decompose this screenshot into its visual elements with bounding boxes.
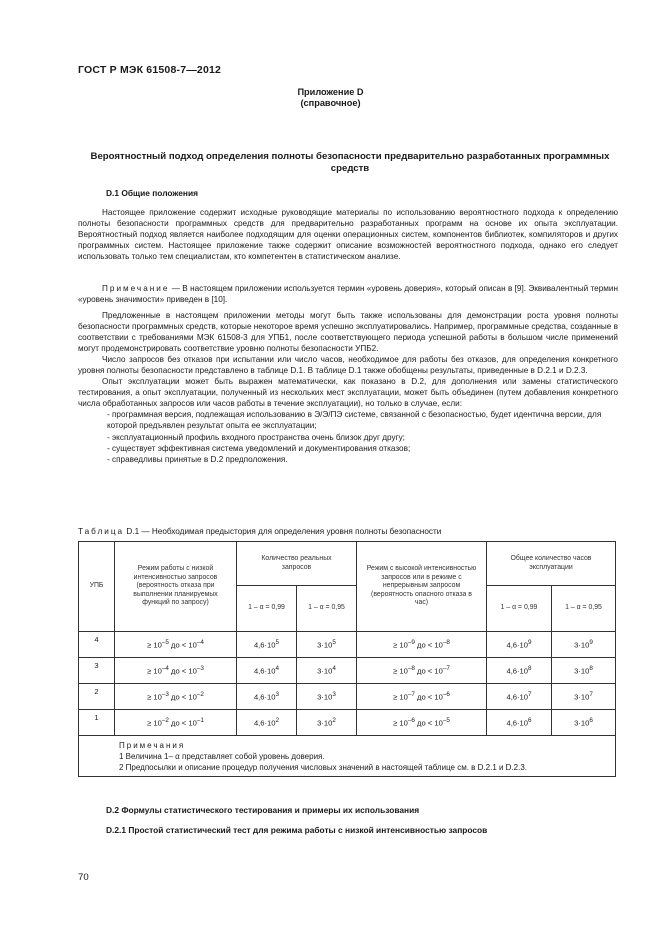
table-row [79, 684, 616, 710]
section-d2-heading: D.2 Формулы статистического тестирования и примеры их использования [106, 805, 420, 815]
cell-demands-95: $3\cdot 10^2$ [297, 710, 357, 736]
paragraph-growth: Предложенные в настоящем приложении методы могут быть также использованы для демонстрации роста уровня полноты безопасности программных средств, которые некоторое время успешно эксплуатировались. Например, программные средства, созданные в соответствии с требованиями МЭК 61508-3 для УПБ1, после соответствующего периода успешной работы в большом числе применений могут продемонстрировать соответствие уровню полноты безопасности УПБ2. [78, 311, 618, 354]
cell-upb: 4 [79, 632, 115, 658]
cell-demands-95: $3\cdot 10^5$ [297, 632, 357, 658]
cell-hours-99: $4,6\cdot 10^9$ [487, 632, 552, 658]
document-title: Вероятностный подход определения полноты безопасности предварительно разработанных программных средств [90, 151, 610, 174]
cell-hours-99: $4,6\cdot 10^8$ [487, 658, 552, 684]
paragraph-experience: Опыт эксплуатации может быть выражен математически, как показано в D.2, для дополнения или замены статистического тестирования, а опыт эксплуатации, полученный из нескольких мест эксплуатации, может быть объединен (путем добавления конкретного числа обработанных запросов или часов работы в течение эксплуатации), но только в случае, если: [78, 377, 618, 409]
body-text-2 [78, 310, 618, 465]
note-label: Примечание [102, 284, 170, 293]
cell-low-range: ≥ $10^{-2}$ до < $10^{-1}$ [115, 710, 237, 736]
paragraph-demands: Число запросов без отказов при испытании или число часов, необходимое для работы без отказов, для определения конкретного уровня полноты безопасности представлено в таблице D.1. В таблице D.1 также обобщены результаты, приведенные в D.2.1 и D.2.3. [78, 355, 618, 376]
table-caption-text: D.1 — Необходимая предыстория для определения уровня полноты безопасности [124, 527, 442, 536]
note-text: — В настоящем приложении используется термин «уровень доверия», который описан в [9]. Эквивалентный термин «уровень значимости» приведен в [10]. [78, 284, 618, 305]
section-d1-heading: D.1 Общие положения [106, 188, 199, 198]
note-paragraph [78, 283, 618, 305]
header-low-demand-mode: Режим работы с низкой интенсивностью запросов (вероятность отказа при выполнении планируемых функций по запросу) [115, 542, 237, 632]
table-row [79, 710, 616, 736]
section-d21-heading: D.2.1 Простой статистический тест для режима работы с низкой интенсивностью запросов [106, 825, 488, 835]
note-1: 1 Величина 1– α представляет собой уровень доверия. [119, 752, 325, 761]
cell-low-range: ≥ $10^{-3}$ до < $10^{-2}$ [115, 684, 237, 710]
body-note [78, 283, 618, 305]
cell-demands-99: $4,6\cdot 10^5$ [237, 632, 297, 658]
header-high-demand-mode: Режим с высокой интенсивностью запросов или в режиме с непрерывным запросом (вероятность опасного отказа в час) [357, 542, 487, 632]
header-confidence-99: 1 – α = 0,99 [487, 586, 552, 632]
cell-upb: 3 [79, 658, 115, 684]
table-caption-prefix: Таблица [78, 527, 125, 536]
cell-hours-95: $3\cdot 10^7$ [552, 684, 616, 710]
cell-high-range: ≥ $10^{-6}$ до < $10^{-5}$ [357, 710, 487, 736]
annex-type: (справочное) [300, 98, 361, 108]
cell-hours-99: $4,6\cdot 10^6$ [487, 710, 552, 736]
cell-low-range: ≥ $10^{-5}$ до < $10^{-4}$ [115, 632, 237, 658]
header-demands: Количество реальных запросов [237, 542, 357, 586]
cell-upb: 2 [79, 684, 115, 710]
cell-hours-95: $3\cdot 10^8$ [552, 658, 616, 684]
cell-low-range: ≥ $10^{-4}$ до < $10^{-3}$ [115, 658, 237, 684]
requirements-table [78, 541, 616, 777]
cell-demands-99: $4,6\cdot 10^4$ [237, 658, 297, 684]
list-item: - программная версия, подлежащая использованию в Э/Э/ПЭ системе, связанной с безопасностью, будет идентична версии, для которой предъявлен результат опыта ее эксплуатации; [107, 410, 602, 431]
note-2: 2 Предпосылки и описание процедур получения числовых значений в настоящей таблице см. в D.2.1 и D.2.3. [119, 763, 528, 772]
header-confidence-95: 1 – α = 0,95 [297, 586, 357, 632]
cell-hours-95: $3\cdot 10^9$ [552, 632, 616, 658]
table-row [79, 632, 616, 658]
list-item: - существует эффективная система уведомлений и документирования отказов; [107, 443, 411, 453]
page-number: 70 [78, 872, 89, 883]
cell-demands-99: $4,6\cdot 10^3$ [237, 684, 297, 710]
cell-demands-95: $3\cdot 10^3$ [297, 684, 357, 710]
cell-hours-99: $4,6\cdot 10^7$ [487, 684, 552, 710]
cell-high-range: ≥ $10^{-9}$ до < $10^{-8}$ [357, 632, 487, 658]
cell-hours-95: $3\cdot 10^6$ [552, 710, 616, 736]
header-upb: УПБ [79, 542, 115, 632]
header-confidence-95: 1 – α = 0,95 [552, 586, 616, 632]
table-row [79, 658, 616, 684]
cell-upb: 1 [79, 710, 115, 736]
list-item: - эксплуатационный профиль входного пространства очень близок друг другу; [107, 432, 405, 442]
cell-demands-95: $3\cdot 10^4$ [297, 658, 357, 684]
annex-title: Приложение D [297, 87, 364, 97]
header-hours: Общее количество часов эксплуатации [487, 542, 616, 586]
document-header: ГОСТ Р МЭК 61508-7—2012 [78, 64, 222, 76]
table-caption [78, 527, 441, 536]
notes-heading: Примечания [119, 741, 186, 750]
header-confidence-99: 1 – α = 0,99 [237, 586, 297, 632]
list-item: - справедливы принятые в D.2 предположения. [107, 454, 288, 464]
table-notes [79, 736, 616, 777]
cell-high-range: ≥ $10^{-7}$ до < $10^{-6}$ [357, 684, 487, 710]
body-text-1 [78, 207, 618, 262]
cell-demands-99: $4,6\cdot 10^2$ [237, 710, 297, 736]
paragraph-intro: Настоящее приложение содержит исходные руководящие материалы по использованию вероятностного подхода к определению полноты безопасности программных средств для предварительно разработанных программ на основе их опыта эксплуатации. Вероятностный подход является наиболее подходящим для оценки операционных систем, компонентов библиотек, компиляторов и других программных систем. Настоящее приложение также содержит описание возможностей вероятностного подхода, однако его следует использовать только тем специалистам, кто компетентен в статистическом анализе. [78, 208, 618, 262]
cell-high-range: ≥ $10^{-8}$ до < $10^{-7}$ [357, 658, 487, 684]
